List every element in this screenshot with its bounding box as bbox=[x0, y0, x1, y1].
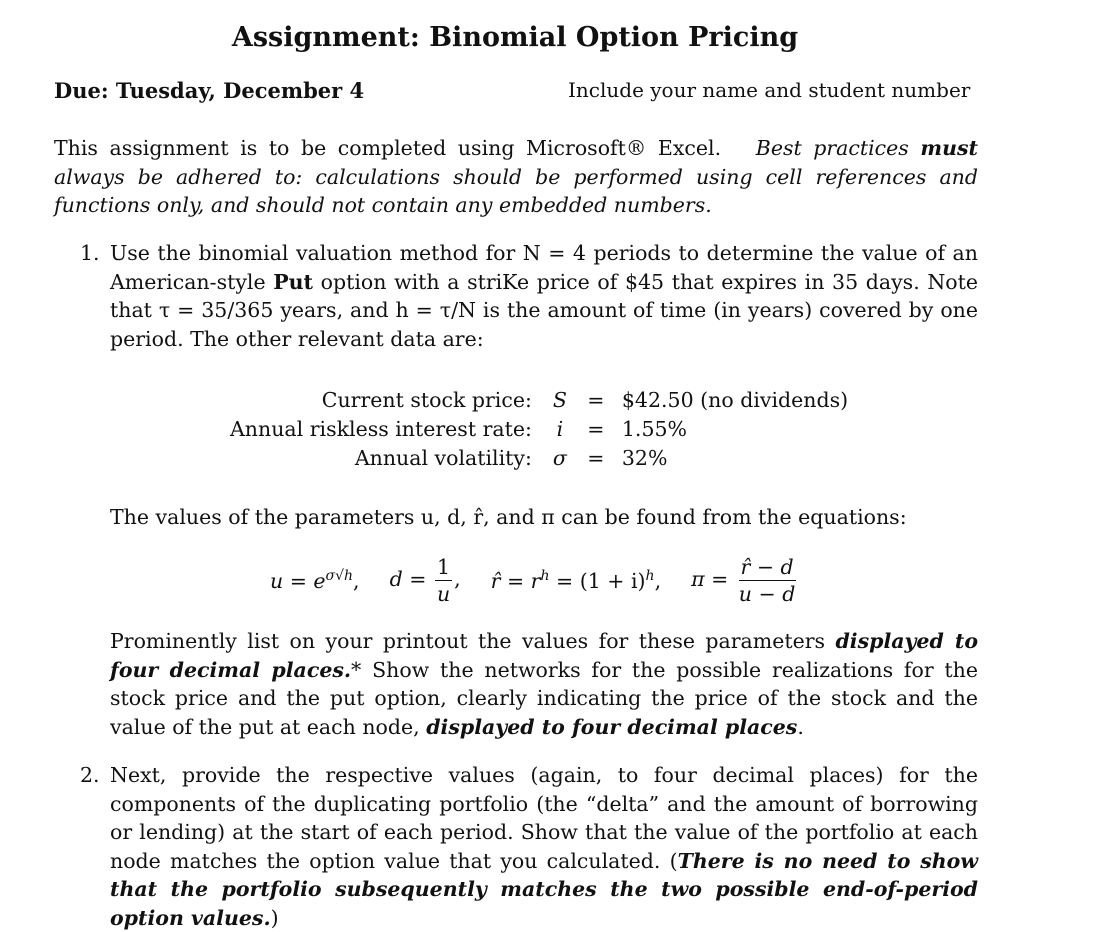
list-para-bold-italic-b: displayed to four decimal places bbox=[426, 714, 798, 739]
intro-plain: This assignment is to be completed using Microsoft® Excel. bbox=[54, 136, 722, 160]
intro-bold: must bbox=[920, 136, 978, 160]
eq-pi-denominator: u − d bbox=[738, 581, 796, 606]
list-para-c: . bbox=[797, 714, 804, 739]
item1-text-a: Use the binomial valuation method for N = 4 periods to determine the value of an American-style bbox=[110, 241, 978, 294]
list-para-b: * Show the networks for the possible realizations for the stock price and the put option, clearly indicating the price of the stock and the value of the put at each node, bbox=[110, 657, 978, 739]
eq-pi bbox=[691, 555, 799, 606]
row-symbol: S bbox=[552, 388, 567, 412]
table-row bbox=[230, 386, 848, 415]
eq-r: r̂ = $r^h = (1 + i)^h$, bbox=[490, 567, 662, 593]
include-note: Include your name and student number bbox=[568, 78, 971, 102]
table-row bbox=[230, 415, 848, 444]
intro-italic-b: always be adhered to: calculations should be performed using cell references and functions only, and should not contain any embedded numbers. bbox=[54, 164, 978, 217]
intro-italic-a: Best practices bbox=[755, 136, 909, 160]
eq-d-denominator: u bbox=[436, 581, 451, 606]
row-equals: = bbox=[587, 417, 605, 441]
item-number: 1. bbox=[80, 241, 100, 265]
equations-row bbox=[270, 550, 799, 610]
due-date: Due: Tuesday, December 4 bbox=[54, 78, 365, 103]
row-symbol: i bbox=[556, 417, 564, 441]
row-symbol: σ bbox=[552, 446, 567, 470]
eq-r-exponent: h bbox=[540, 567, 550, 584]
data-table bbox=[230, 386, 848, 473]
list-item-2 bbox=[80, 761, 978, 932]
item-number: 2. bbox=[80, 763, 100, 787]
eq-d-lhs: d = bbox=[389, 566, 427, 591]
row-label: Annual riskless interest rate: bbox=[230, 417, 532, 441]
list-item-1 bbox=[80, 239, 978, 353]
row-equals: = bbox=[587, 446, 605, 470]
item1-bold: Put bbox=[273, 269, 314, 294]
list-paragraph bbox=[110, 627, 978, 741]
row-label: Current stock price: bbox=[321, 388, 532, 412]
row-value: $42.50 (no dividends) bbox=[621, 388, 849, 412]
eq-u-text: u = e bbox=[270, 568, 326, 593]
item2-text: Next, provide the respective values (again, to four decimal places) for the components of the duplicating portfolio (the “delta” and the amount of borrowing or lending) at the start of each period. Show that the value of the portfolio at each node matches the option value that you calculated. ( bbox=[110, 763, 978, 873]
row-value: 1.55% bbox=[621, 417, 688, 441]
list-para-a: Prominently list on your printout the values for these parameters bbox=[110, 629, 826, 653]
list-para-bold-italic-a: displayed to four decimal places. bbox=[110, 629, 978, 682]
table-row bbox=[230, 444, 848, 473]
row-value: 32% bbox=[621, 446, 668, 470]
eq-r-mid: = (1 + i) bbox=[549, 568, 646, 593]
item1-text-b: option with a striKe price of $45 that expires in 35 days. Note that τ = 35/365 years, and h = τ/N is the amount of time (in years) covered by one period. The other relevant data are: bbox=[110, 269, 978, 351]
eq-r-exponent-2: h bbox=[645, 567, 655, 584]
item2-end: ) bbox=[270, 905, 279, 930]
row-equals: = bbox=[587, 388, 605, 412]
page-title: Assignment: Binomial Option Pricing bbox=[231, 22, 799, 53]
eq-u-exponent: σ√h bbox=[325, 567, 354, 584]
intro-paragraph bbox=[54, 134, 978, 220]
eq-d: d = $\frac{1}{u}$ , bbox=[389, 554, 461, 606]
eq-pi-lhs: π = bbox=[691, 566, 729, 591]
eq-pi-numerator: r̂ − d bbox=[740, 554, 794, 579]
item2-bold-italic: There is no need to show that the portfolio subsequently matches the two possible end-of-period option values. bbox=[110, 848, 978, 930]
eq-r-text: r̂ = r bbox=[490, 568, 541, 593]
params-line: The values of the parameters u, d, r̂, and π can be found from the equations: bbox=[110, 505, 907, 529]
row-label: Annual volatility: bbox=[354, 446, 532, 470]
eq-u: $u = e^{\sigma√h}$, bbox=[270, 567, 360, 593]
eq-d-numerator: 1 bbox=[437, 554, 451, 579]
